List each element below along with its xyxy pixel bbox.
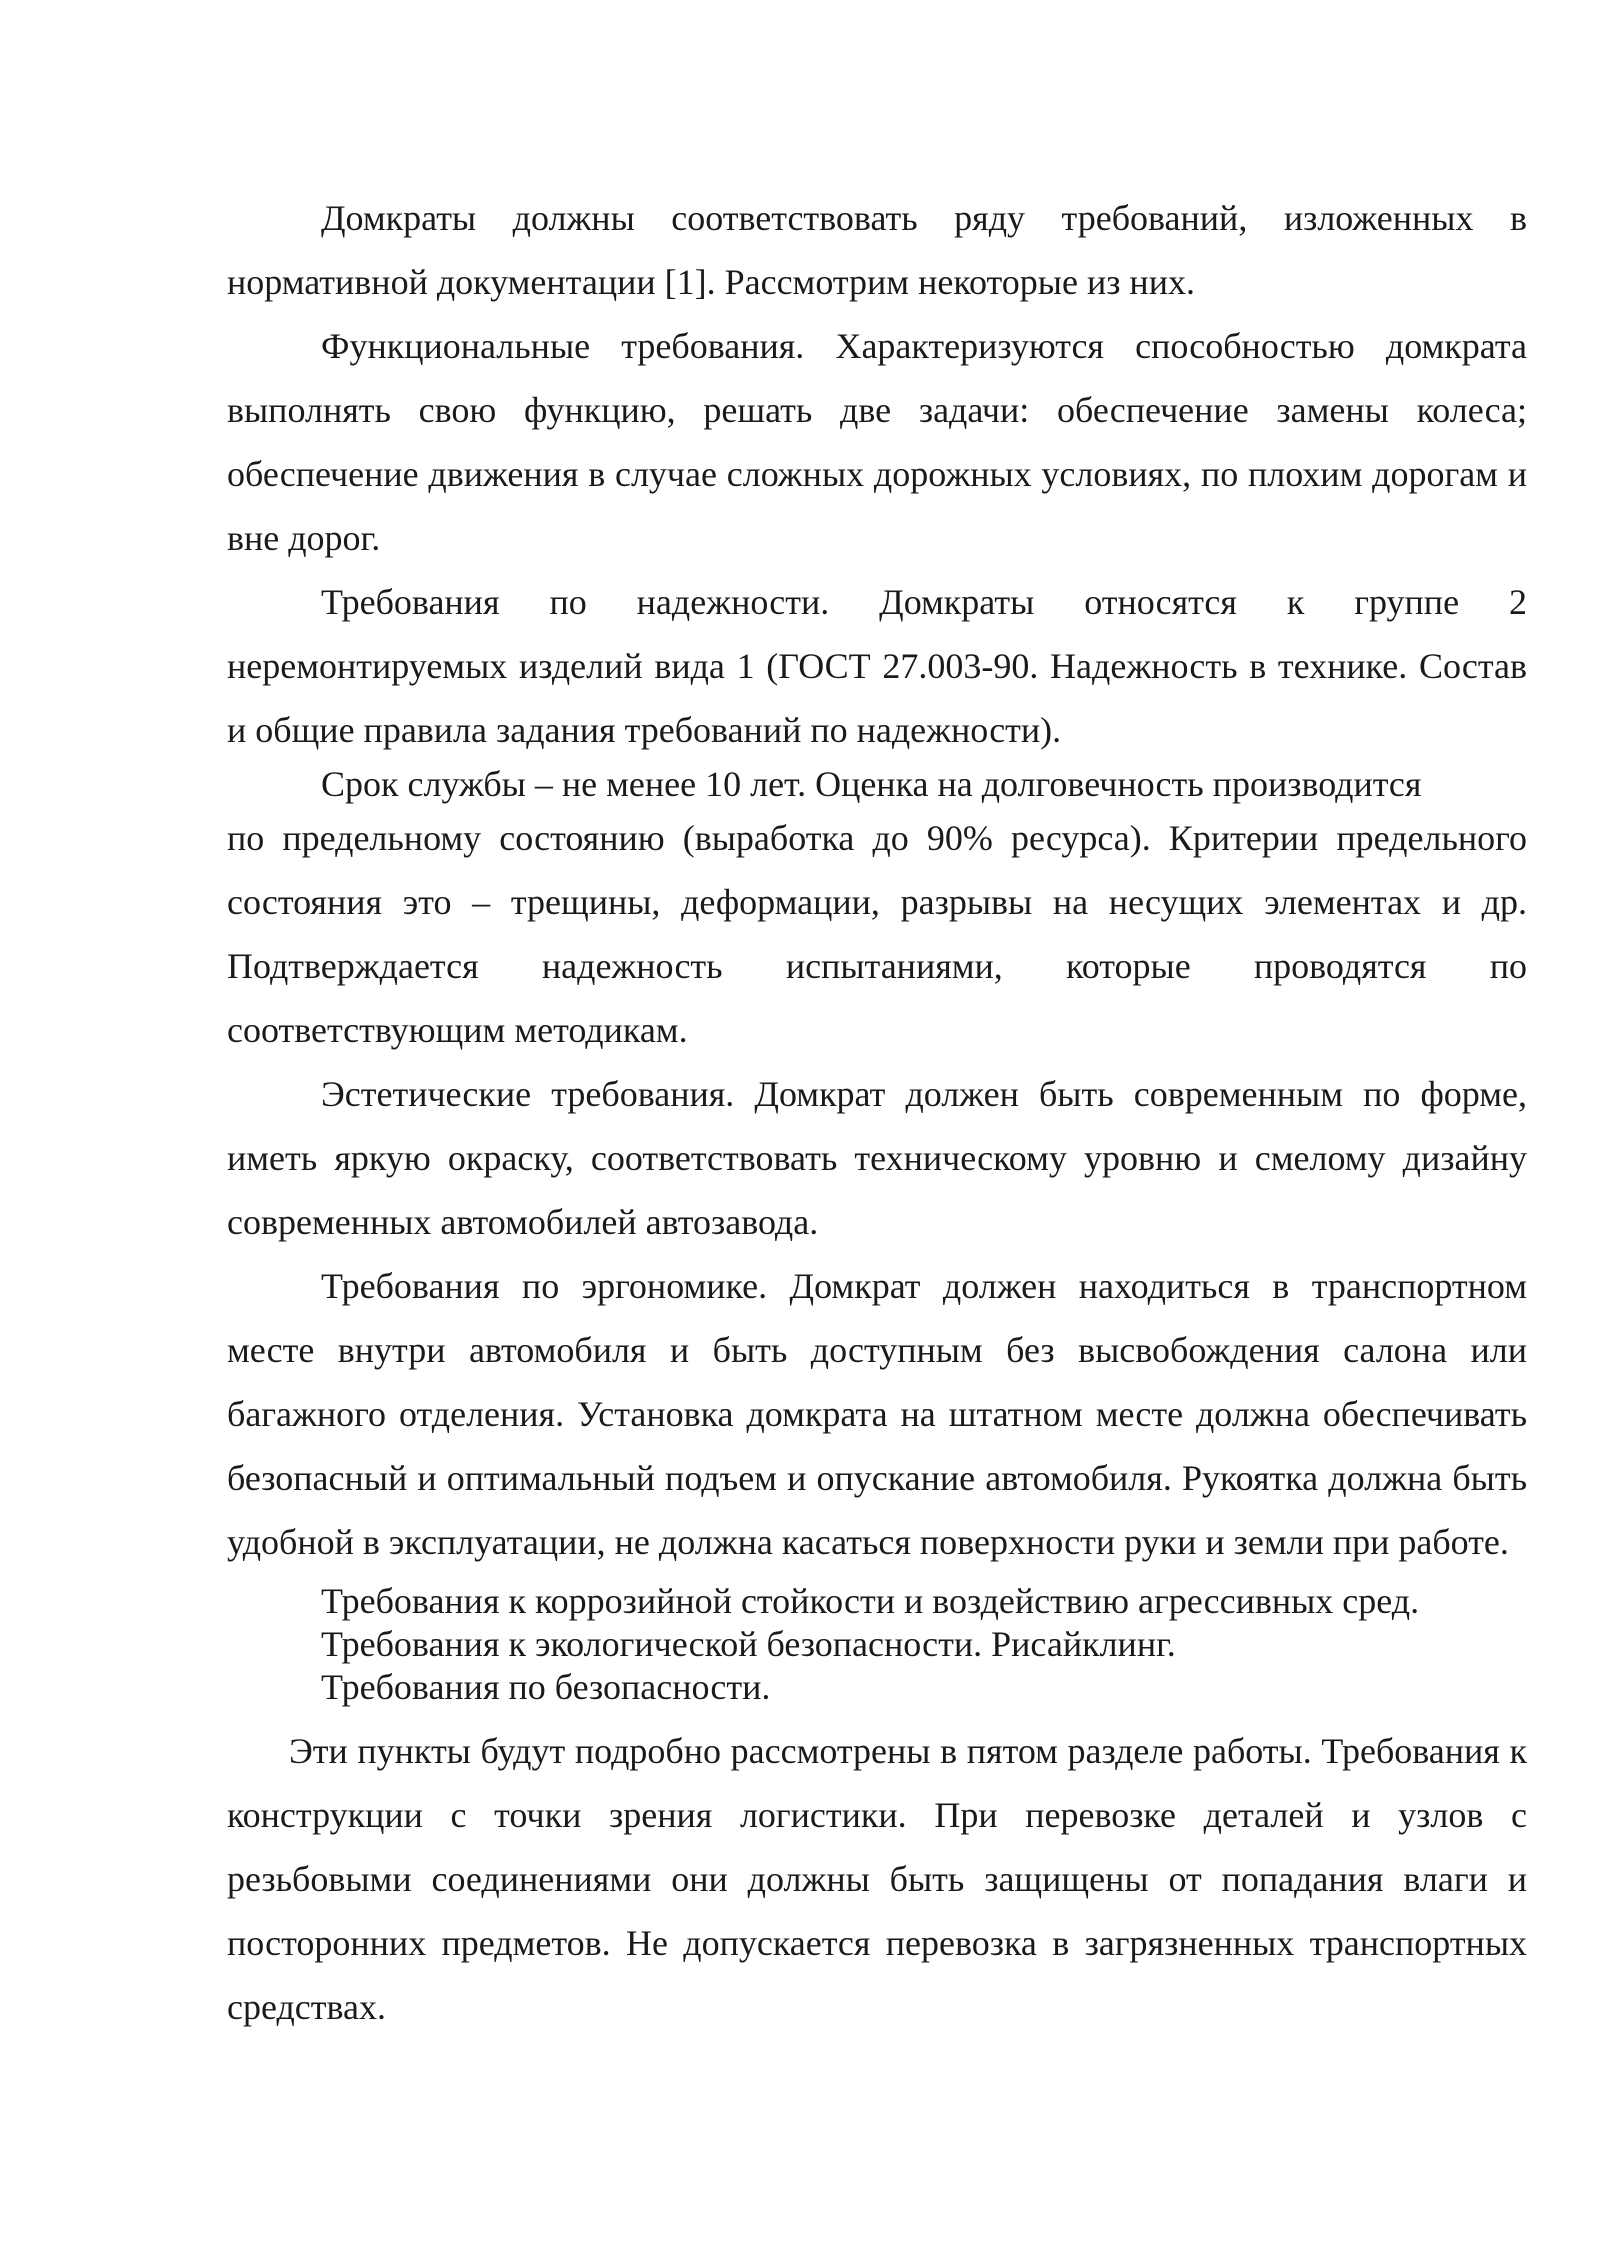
list-item: Требования по безопасности. [321, 1667, 771, 1707]
paragraph-aesthetic-requirements: Эстетические требования. Домкрат должен быть современным по форме, иметь яркую окраску, соответствовать техническому уровню и смелому дизайну современных автомобилей автозавода. [227, 1074, 1527, 1242]
paragraph-reliability-requirements: Требования по надежности. Домкраты относятся к группе 2 неремонтируемых изделий вида 1 (ГОСТ 27.003-90. Надежность в технике. Состав и общие правила задания требований по надежности). [227, 582, 1527, 750]
requirements-list [227, 1580, 1527, 1709]
paragraph-functional-requirements: Функциональные требования. Характеризуются способностью домкрата выполнять свою функцию, решать две задачи: обеспечение замены колеса; обеспечение движения в случае сложных дорожных условиях, по плохим дорогам и вне дорог. [227, 326, 1527, 558]
paragraph-service-life-first-line: Срок службы – не менее 10 лет. Оценка на долговечность производится [321, 764, 1422, 804]
paragraph-intro: Домкраты должны соответствовать ряду требований, изложенных в нормативной документации [1]. Рассмотрим некоторые из них. [227, 198, 1527, 302]
paragraph-logistics: Эти пункты будут подробно рассмотрены в пятом разделе работы. Требования к конструкции с точки зрения логистики. При перевозке деталей и узлов с резьбовыми соединениями они должны быть защищены от попадания влаги и посторонних предметов. Не допускается перевозка в загрязненных транспортных средствах. [227, 1731, 1527, 2027]
paragraph-ergonomic-requirements: Требования по эргономике. Домкрат должен находиться в транспортном месте внутри автомобиля и быть доступным без высвобождения салона или багажного отделения. Установка домкрата на штатном месте должна обеспечивать безопасный и оптимальный подъем и опускание автомобиля. Рукоятка должна быть удобной в эксплуатации, не должна касаться поверхности руки и земли при работе. [227, 1266, 1527, 1562]
document-body [227, 186, 1527, 2039]
list-item: Требования к коррозийной стойкости и воздействию агрессивных сред. [321, 1581, 1420, 1621]
paragraph-service-life [227, 762, 1527, 1062]
paragraph-service-life-rest: по предельному состоянию (выработка до 90% ресурса). Критерии предельного состояния это – трещины, деформации, разрывы на несущих элементах и др. Подтверждается надежность испытаниями, которые проводятся по соответствующим методикам. [227, 818, 1527, 1050]
list-item: Требования к экологической безопасности. Рисайклинг. [321, 1624, 1176, 1664]
